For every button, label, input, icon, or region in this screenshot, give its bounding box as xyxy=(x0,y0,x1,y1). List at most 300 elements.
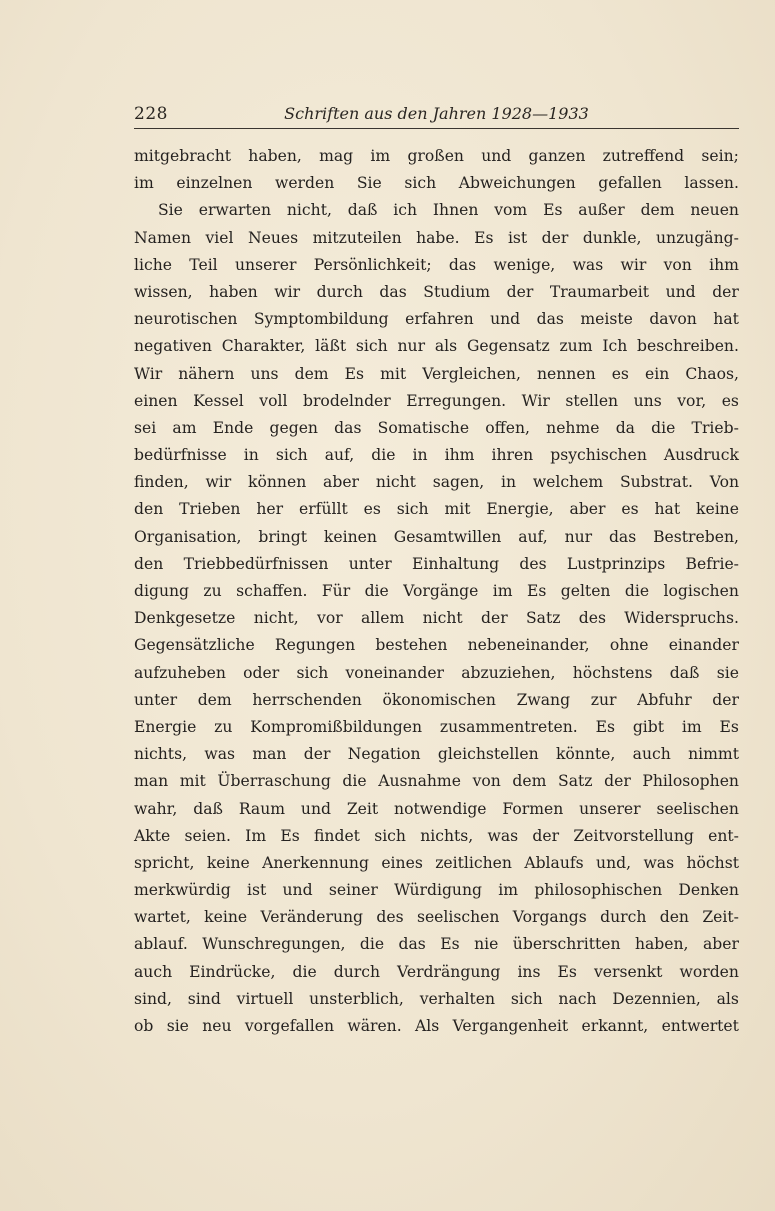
word: man xyxy=(134,772,169,791)
text-line xyxy=(134,1013,739,1040)
word: ihm xyxy=(444,446,475,465)
text-line xyxy=(134,442,739,469)
word: von xyxy=(472,772,501,791)
word: gefallen xyxy=(598,174,662,193)
page-number: 228 xyxy=(134,104,168,124)
word: und xyxy=(282,881,313,900)
word: und xyxy=(481,147,512,165)
word: bedürfnisse xyxy=(134,446,227,465)
word: eines xyxy=(381,853,423,872)
word: was xyxy=(487,826,519,845)
word: voneinander xyxy=(345,663,445,682)
word: Vorgangs xyxy=(512,908,587,927)
word: sich xyxy=(404,174,437,193)
word: digung xyxy=(134,582,190,600)
word: philosophischen xyxy=(534,881,663,900)
word: mitgebracht xyxy=(134,147,232,165)
word: Negation xyxy=(347,745,421,764)
text-line xyxy=(134,252,739,279)
word: zusammentreten. xyxy=(439,717,578,736)
word: herrschenden xyxy=(252,690,362,709)
word: ganzen xyxy=(528,147,586,165)
word: auf, xyxy=(324,446,355,465)
word: zum xyxy=(559,337,593,356)
word: wir xyxy=(620,255,647,274)
word: nennen xyxy=(536,364,596,383)
word: versenkt xyxy=(593,962,663,981)
word: nicht xyxy=(375,473,416,492)
word: Philosophen xyxy=(642,772,739,791)
word: Sie xyxy=(356,174,382,193)
word: Es xyxy=(543,201,563,220)
word: zeitlichen xyxy=(435,853,512,872)
word: das xyxy=(398,935,426,954)
word: Denkgesetze xyxy=(134,609,236,628)
word: im xyxy=(681,717,702,736)
word: daß xyxy=(669,663,700,682)
word: ökonomischen xyxy=(382,690,496,709)
word: nicht, xyxy=(286,201,332,220)
body-text xyxy=(134,143,739,1040)
word: als xyxy=(716,989,739,1008)
word: neu xyxy=(202,1017,232,1035)
word: ist xyxy=(507,228,528,247)
word: und xyxy=(300,799,331,818)
word: Im xyxy=(245,826,267,845)
word: es xyxy=(611,364,629,383)
text-line xyxy=(134,170,739,197)
word: Würdigung xyxy=(394,881,482,900)
word: verhalten xyxy=(419,989,496,1008)
word: mitzuteilen xyxy=(312,228,402,247)
word: die xyxy=(624,582,650,600)
word: Ablaufs xyxy=(524,853,584,872)
word: Satz xyxy=(558,772,593,791)
word: Zeit xyxy=(346,799,379,818)
word: was xyxy=(643,853,675,872)
word: einen xyxy=(134,391,178,410)
word: was xyxy=(204,745,236,764)
word: Bestreben, xyxy=(653,527,739,546)
word: im xyxy=(134,174,154,193)
word: einzelnen xyxy=(176,174,253,193)
word: sie xyxy=(166,1017,189,1035)
word: in xyxy=(412,446,428,465)
word: Organisation, xyxy=(134,527,242,546)
text-line xyxy=(134,306,739,333)
text-line xyxy=(134,197,739,224)
word: keine xyxy=(696,500,739,519)
word: und xyxy=(490,310,521,329)
word: es xyxy=(721,391,739,410)
word: unserer xyxy=(234,255,297,274)
word: Es xyxy=(280,826,300,845)
text-line xyxy=(134,823,739,850)
word: Anerkennung xyxy=(262,853,369,872)
word: der xyxy=(532,826,560,845)
word: voll xyxy=(259,391,288,410)
text-line xyxy=(134,225,739,252)
word: entwertet xyxy=(661,1017,739,1035)
word: unserer xyxy=(579,799,641,818)
word: in xyxy=(243,446,259,465)
word: Zwang xyxy=(516,690,571,709)
text-line xyxy=(134,931,739,958)
word: bringt xyxy=(258,527,308,546)
word: Formen xyxy=(502,799,564,818)
word: wenige, xyxy=(493,255,556,274)
word: Veränderung xyxy=(260,908,364,927)
word: hat xyxy=(713,310,739,329)
word: sei xyxy=(134,418,157,437)
word: das xyxy=(608,527,637,546)
word: aber xyxy=(702,935,739,954)
word: auf, xyxy=(518,527,548,546)
word: Energie xyxy=(134,717,197,736)
word: neurotischen xyxy=(134,310,238,329)
word: beschreiben. xyxy=(637,337,739,356)
word: Überraschung xyxy=(217,772,331,791)
word: Vorgänge xyxy=(403,582,479,600)
word: Wunschregungen, xyxy=(202,935,346,954)
word: der xyxy=(604,772,631,791)
text-line xyxy=(134,524,739,551)
word: es xyxy=(621,500,639,519)
word: hat xyxy=(654,500,681,519)
word: sie xyxy=(716,663,739,682)
word: sich xyxy=(275,446,308,465)
word: stellen xyxy=(565,391,619,410)
word: vorgefallen xyxy=(244,1017,335,1035)
word: gleichstellen xyxy=(437,745,539,764)
word: sagen, xyxy=(432,473,485,492)
word: wir xyxy=(274,282,301,301)
word: im xyxy=(370,147,391,165)
word: Für xyxy=(321,582,351,600)
word: worden xyxy=(679,962,739,981)
word: Energie, xyxy=(486,500,554,519)
word: daß xyxy=(193,799,223,818)
word: gegen xyxy=(269,418,318,437)
word: Ihnen xyxy=(432,201,479,220)
word: zur xyxy=(590,690,617,709)
word: der xyxy=(712,690,739,709)
word: was xyxy=(572,255,604,274)
word: zu xyxy=(203,582,222,600)
word: Lustprinzips xyxy=(566,554,666,573)
word: erfahren xyxy=(405,310,474,329)
word: die xyxy=(292,962,317,981)
text-line xyxy=(134,877,739,904)
word: durch xyxy=(600,908,647,927)
word: mag xyxy=(319,147,354,165)
word: vom xyxy=(494,201,528,220)
word: liche xyxy=(134,255,172,274)
text-line xyxy=(134,605,739,632)
text-line xyxy=(134,333,739,360)
word: man xyxy=(252,745,287,764)
word: bestehen xyxy=(375,636,448,655)
word: den xyxy=(134,554,164,573)
word: davon xyxy=(649,310,697,329)
text-line xyxy=(134,768,739,795)
word: Verdrängung xyxy=(397,962,501,981)
text-line xyxy=(134,415,739,442)
text-line xyxy=(134,796,739,823)
word: des xyxy=(376,908,404,927)
text-line xyxy=(134,687,739,714)
word: aufzuheben xyxy=(134,663,226,682)
word: es xyxy=(363,500,381,519)
word: keine xyxy=(204,908,248,927)
word: werden xyxy=(274,174,335,193)
word: Es xyxy=(440,935,460,954)
word: Satz xyxy=(525,609,561,628)
word: vor xyxy=(317,609,343,628)
word: nicht, xyxy=(253,609,299,628)
word: viel xyxy=(205,228,234,247)
word: Somatische xyxy=(377,418,470,437)
word: wären. xyxy=(347,1017,402,1035)
word: unzugäng- xyxy=(655,228,739,247)
text-line xyxy=(134,904,739,931)
word: Zeit- xyxy=(702,908,739,927)
word: abzuziehen, xyxy=(461,663,556,682)
word: virtuell xyxy=(236,989,294,1008)
word: Symptombildung xyxy=(253,310,389,329)
word: Ausnahme xyxy=(378,772,461,791)
word: des xyxy=(578,609,606,628)
word: Ich xyxy=(602,337,628,356)
word: keinen xyxy=(323,527,377,546)
word: höchstens xyxy=(572,663,653,682)
word: Ende xyxy=(212,418,254,437)
word: das xyxy=(448,255,477,274)
word: sein; xyxy=(701,147,739,165)
word: Gesamtwillen xyxy=(393,527,502,546)
word: nach xyxy=(558,989,597,1008)
word: Traumarbeit xyxy=(549,282,650,301)
word: der xyxy=(541,228,569,247)
word: gibt xyxy=(632,717,665,736)
word: finden, xyxy=(134,473,189,492)
word: Dezennien, xyxy=(612,989,701,1008)
word: könnte, xyxy=(555,745,616,764)
word: uns xyxy=(633,391,662,410)
word: Befrie- xyxy=(685,554,739,573)
word: die xyxy=(359,935,385,954)
word: mit xyxy=(179,772,206,791)
text-line xyxy=(134,959,739,986)
word: offen, xyxy=(485,418,530,437)
word: dunkle, xyxy=(582,228,642,247)
word: einander xyxy=(668,636,739,655)
word: nimmt xyxy=(688,745,739,764)
word: wartet, xyxy=(134,908,191,927)
text-line xyxy=(134,143,739,170)
word: ob xyxy=(134,1017,154,1035)
word: haben, xyxy=(248,147,302,165)
word: neuen xyxy=(690,201,739,220)
word: als xyxy=(434,337,458,356)
word: Neues xyxy=(247,228,299,247)
word: welchem xyxy=(532,473,604,492)
word: von xyxy=(663,255,692,274)
word: spricht, xyxy=(134,853,195,872)
word: sind xyxy=(187,989,221,1008)
word: sich xyxy=(396,500,429,519)
running-title: Schriften aus den Jahren 1928—1933 xyxy=(284,104,589,123)
word: dem xyxy=(640,201,675,220)
word: Von xyxy=(709,473,739,492)
word: Substrat. xyxy=(619,473,693,492)
word: unter xyxy=(348,554,392,573)
word: ist xyxy=(246,881,267,900)
word: wahr, xyxy=(134,799,178,818)
word: Teil xyxy=(189,255,218,274)
word: Wir xyxy=(134,364,163,383)
word: negativen xyxy=(134,337,212,356)
word: läßt xyxy=(315,337,347,356)
word: Triebbedürfnissen xyxy=(183,554,329,573)
word: können xyxy=(248,473,307,492)
word: Studium xyxy=(423,282,491,301)
text-line xyxy=(134,660,739,687)
text-line xyxy=(134,632,739,659)
word: nähern xyxy=(178,364,235,383)
word: die xyxy=(371,446,396,465)
word: nie xyxy=(474,935,499,954)
word: psychischen xyxy=(550,446,647,465)
word: den xyxy=(134,500,164,519)
word: in xyxy=(501,473,517,492)
word: das xyxy=(379,282,407,301)
word: unter xyxy=(134,690,178,709)
word: keine xyxy=(206,853,250,872)
word: nicht xyxy=(422,609,463,628)
word: dem xyxy=(294,364,329,383)
word: Es xyxy=(719,717,739,736)
word: Ausdruck xyxy=(663,446,739,465)
word: brodelnder xyxy=(303,391,391,410)
word: Einhaltung xyxy=(412,554,500,573)
word: Charakter, xyxy=(221,337,306,356)
word: durch xyxy=(316,282,363,301)
word: überschritten xyxy=(512,935,621,954)
word: ihm xyxy=(709,255,739,274)
word: Chaos, xyxy=(685,364,739,383)
word: sind, xyxy=(134,989,172,1008)
word: seelischen xyxy=(656,799,739,818)
word: zu xyxy=(214,717,233,736)
word: ins xyxy=(517,962,541,981)
word: allem xyxy=(361,609,405,628)
word: dem xyxy=(197,690,232,709)
word: Zeitvorstellung xyxy=(573,826,694,845)
word: Trieben xyxy=(179,500,241,519)
text-line xyxy=(134,469,739,496)
word: das xyxy=(334,418,362,437)
word: der xyxy=(506,282,534,301)
word: Kessel xyxy=(193,391,244,410)
word: dem xyxy=(512,772,547,791)
word: Akte xyxy=(134,826,171,845)
word: im xyxy=(498,881,519,900)
word: Es xyxy=(474,228,494,247)
word: Regungen xyxy=(274,636,356,655)
word: da xyxy=(615,418,635,437)
word: Persönlichkeit; xyxy=(313,255,432,274)
word: Gegensätzliche xyxy=(134,636,255,655)
word: ablauf. xyxy=(134,935,188,954)
word: die xyxy=(364,582,389,600)
word: den xyxy=(659,908,689,927)
word: ich xyxy=(393,201,418,220)
text-line xyxy=(134,850,739,877)
word: im xyxy=(492,582,513,600)
word: haben, xyxy=(634,935,689,954)
word: seiner xyxy=(328,881,378,900)
word: Als xyxy=(415,1017,440,1035)
word: großen xyxy=(407,147,464,165)
text-line xyxy=(134,551,739,578)
word: nehme xyxy=(546,418,600,437)
word: her xyxy=(256,500,284,519)
word: mit xyxy=(444,500,471,519)
word: wissen, xyxy=(134,282,193,301)
word: zutreffend xyxy=(602,147,685,165)
word: Vergangenheit xyxy=(452,1017,569,1035)
word: findet xyxy=(314,826,360,845)
word: am xyxy=(172,418,197,437)
word: seelischen xyxy=(416,908,500,927)
word: notwendige xyxy=(394,799,487,818)
word: Vergleichen, xyxy=(422,364,521,383)
word: Eindrücke, xyxy=(189,962,276,981)
word: Es xyxy=(557,962,577,981)
word: Wir xyxy=(521,391,550,410)
word: das xyxy=(536,310,564,329)
word: gelten xyxy=(560,582,611,600)
word: wir xyxy=(205,473,232,492)
word: höchst xyxy=(686,853,739,872)
text-line xyxy=(134,741,739,768)
word: die xyxy=(651,418,676,437)
word: der xyxy=(303,745,331,764)
word: uns xyxy=(250,364,279,383)
word: Sie xyxy=(158,201,183,220)
word: und, xyxy=(596,853,632,872)
word: Denken xyxy=(678,881,739,900)
word: Abfuhr xyxy=(637,690,692,709)
word: der xyxy=(481,609,508,628)
word: erfüllt xyxy=(299,500,348,519)
word: sich xyxy=(296,663,329,682)
word: ein xyxy=(644,364,670,383)
word: aber xyxy=(323,473,360,492)
word: daß xyxy=(347,201,378,220)
word: unsterblich, xyxy=(309,989,404,1008)
word: Trieb- xyxy=(691,418,739,437)
word: erkannt, xyxy=(581,1017,649,1035)
word: des xyxy=(519,554,547,573)
word: mit xyxy=(380,364,407,383)
word: Widerspruchs. xyxy=(624,609,739,628)
word: vor, xyxy=(677,391,707,410)
word: erwarten xyxy=(198,201,272,220)
word: Gegensatz xyxy=(466,337,550,356)
text-line xyxy=(134,714,739,741)
